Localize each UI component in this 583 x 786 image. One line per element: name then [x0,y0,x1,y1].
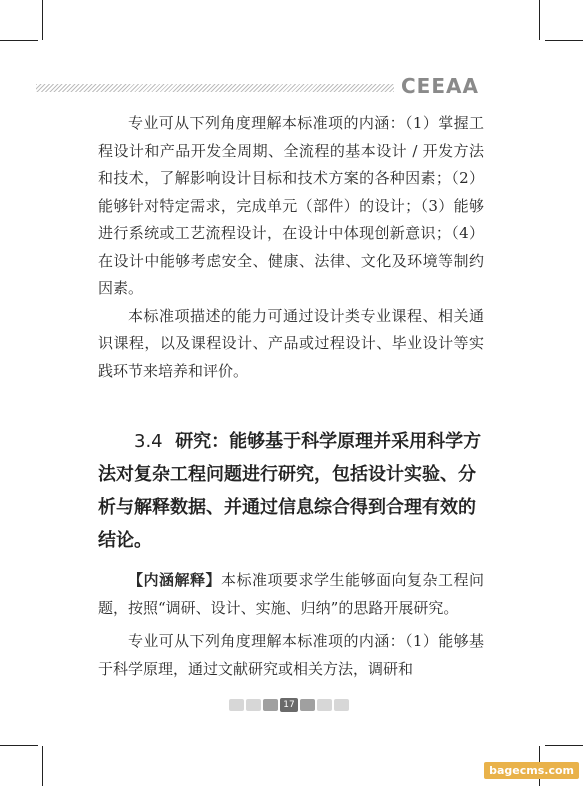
ceeaa-logo: CEEAA [401,74,479,98]
paragraph-connotation [98,567,484,622]
pager-block [317,699,332,711]
crop-mark-bottom-left-h [0,745,38,746]
page-number: 17 [280,698,298,712]
connotation-label: 【内涵解释】 [128,571,221,589]
site-watermark: bagecms.com [484,762,579,779]
section-heading [98,425,484,557]
pager-block [229,699,244,711]
crop-mark-bottom-left-v [42,746,43,786]
section-title: 研究：能够基于科学原理并采用科学方法对复杂工程问题进行研究，包括设计实验、分析与解释数据、并通过信息综合得到合理有效的结论。 [98,431,482,551]
pager-block [334,699,349,711]
crop-mark-top-right-h [545,40,583,41]
paragraph-design-evaluation: 本标准项描述的能力可通过设计类专业课程、相关通识课程，以及课程设计、产品或过程设计、毕业设计等实践环节来培养和评价。 [98,306,484,380]
pager-block [300,699,315,711]
crop-mark-bottom-right-h [545,745,583,746]
pager-block [263,699,278,711]
connotation-text: 本标准项要求学生能够面向复杂工程问题，按照“调研、设计、实施、归纳”的思路开展研究。 [98,571,484,617]
crop-mark-top-left-h [0,40,38,41]
pager-block [246,699,261,711]
crop-mark-top-right-v [539,0,540,40]
page-number-strip [229,699,349,712]
page-content [98,110,484,683]
crop-mark-top-left-v [42,0,43,40]
header-hatch-band [36,84,394,92]
section-number: 3.4 [134,431,163,452]
paragraph-design-connotation: 专业可从下列角度理解本标准项的内涵：（1）掌握工程设计和产品开发全周期、全流程的基本设计 / 开发方法和技术，了解影响设计目标和技术方案的各种因素；（2）能够针对特定需求，完成单元（部件）的设计；（3）能够进行系统或工艺流程设计，在设计中体现创新意识；（4）在设计中能够考虑安全、健康、法律、文化及环境等制约因素。 [98,114,484,297]
paragraph-research-connotation: 专业可从下列角度理解本标准项的内涵：（1）能够基于科学原理，通过文献研究或相关方法，调研和 [98,632,484,678]
